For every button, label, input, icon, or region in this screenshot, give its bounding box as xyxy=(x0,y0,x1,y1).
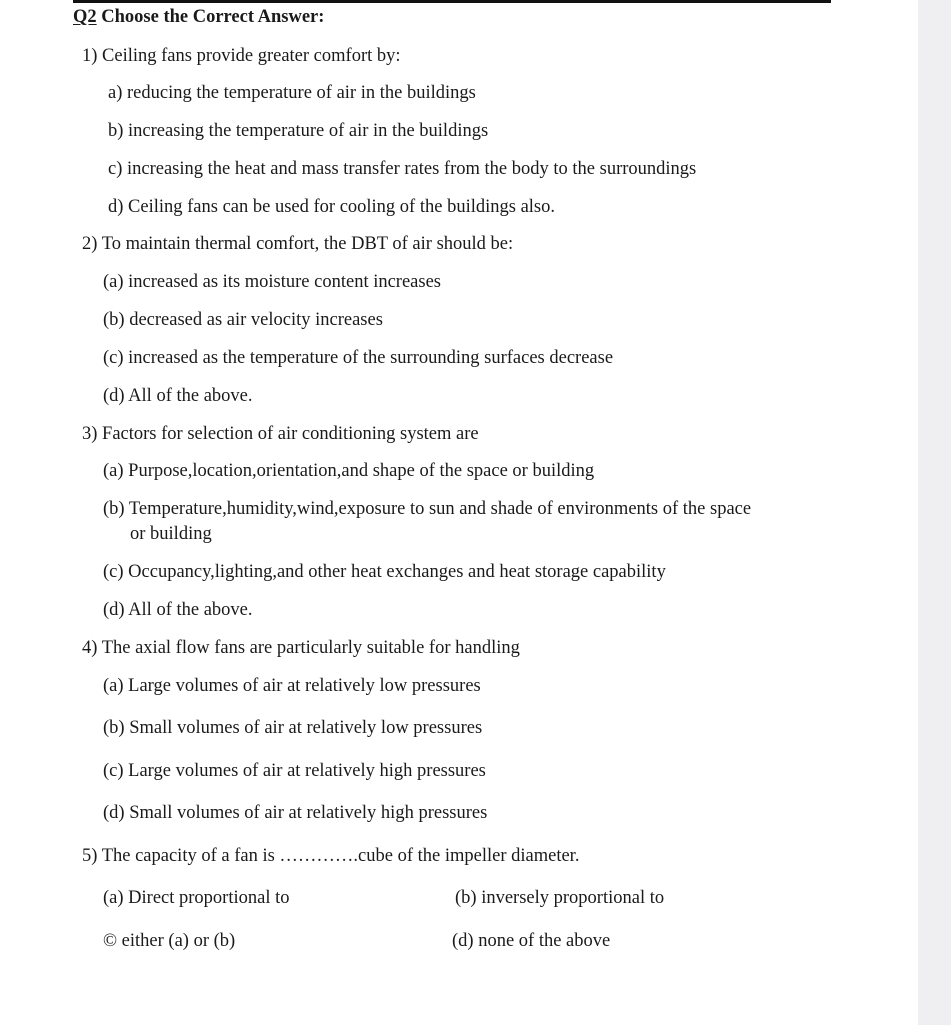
question-4-option-c: (c) Large volumes of air at relatively high pressures xyxy=(103,761,486,781)
question-2-prompt: 2) To maintain thermal comfort, the DBT of air should be: xyxy=(82,234,514,254)
question-2-option-c: (c) increased as the temperature of the surrounding surfaces decrease xyxy=(103,348,614,368)
question-3-option-a: (a) Purpose,location,orientation,and shape of the space or building xyxy=(103,461,595,481)
question-1-option-a: a) reducing the temperature of air in the buildings xyxy=(108,83,476,103)
question-2-option-b: (b) decreased as air velocity increases xyxy=(103,310,383,330)
question-2-option-d: (d) All of the above. xyxy=(103,386,253,406)
top-rule xyxy=(73,0,831,3)
question-2-option-a: (a) increased as its moisture content increases xyxy=(103,272,442,292)
question-3-option-d: (d) All of the above. xyxy=(103,600,253,620)
question-5-option-c: © either (a) or (b) xyxy=(103,931,236,951)
question-4-option-a: (a) Large volumes of air at relatively low pressures xyxy=(103,676,481,696)
question-3-prompt: 3) Factors for selection of air conditioning system are xyxy=(82,424,479,444)
question-4-prompt: 4) The axial flow fans are particularly suitable for handling xyxy=(82,638,520,658)
question-1-option-c: c) increasing the heat and mass transfer rates from the body to the surroundings xyxy=(108,159,697,179)
side-margin-strip xyxy=(918,0,951,1025)
question-1-option-d: d) Ceiling fans can be used for cooling of the buildings also. xyxy=(108,197,555,217)
question-3-option-b: (b) Temperature,humidity,wind,exposure to sun and shade of environments of the space xyxy=(103,499,752,519)
question-3-option-c: (c) Occupancy,lighting,and other heat exchanges and heat storage capability xyxy=(103,562,666,582)
question-5-prompt: 5) The capacity of a fan is ………….cube of the impeller diameter. xyxy=(82,846,580,866)
question-1-prompt: 1) Ceiling fans provide greater comfort by: xyxy=(82,46,401,66)
heading-text: Choose the Correct Answer: xyxy=(101,7,325,27)
question-3-option-b-continuation: or building xyxy=(130,524,212,544)
question-4-option-d: (d) Small volumes of air at relatively high pressures xyxy=(103,803,488,823)
heading-number: Q2 xyxy=(73,7,97,27)
question-5-option-d: (d) none of the above xyxy=(452,931,611,951)
question-5-option-b: (b) inversely proportional to xyxy=(455,888,665,908)
question-4-option-b: (b) Small volumes of air at relatively low pressures xyxy=(103,718,483,738)
question-5-option-a: (a) Direct proportional to xyxy=(103,888,290,908)
question-1-option-b: b) increasing the temperature of air in the buildings xyxy=(108,121,489,141)
section-heading xyxy=(73,6,324,28)
